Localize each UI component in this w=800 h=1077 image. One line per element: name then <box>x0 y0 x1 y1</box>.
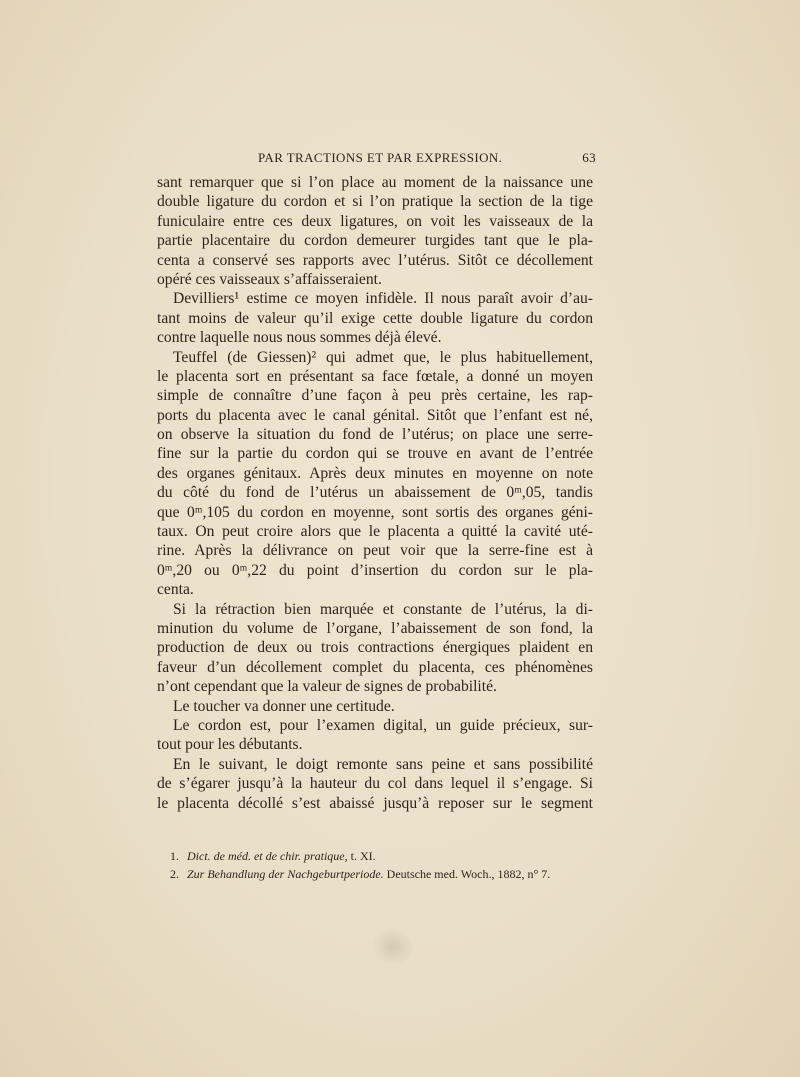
text-line: ports du placenta avec le canal génital. Sitôt que l’enfant est né, <box>157 406 593 424</box>
text-line: fine sur la partie du cordon qui se trouve en avant de l’entrée <box>157 445 593 463</box>
paper-smudge <box>372 928 414 966</box>
text-line: on observe la situation du fond de l’utérus; on place une serre- <box>157 426 593 444</box>
text-line: double ligature du cordon et si l’on pratique la section de la tige <box>157 193 593 211</box>
page-header <box>160 150 596 170</box>
text-line: que 0ᵐ,105 du cordon en moyenne, sont sortis des organes géni- <box>157 503 593 521</box>
footnote-title: Zur Behandlung der Nachgeburtperiode. <box>187 867 384 881</box>
text-line: 0ᵐ,20 ou 0ᵐ,22 du point d’insertion du cordon sur le pla- <box>157 561 593 579</box>
text-line: Devilliers¹ estime ce moyen infidèle. Il nous paraît avoir d’au- <box>173 290 593 308</box>
page-number: 63 <box>582 150 596 165</box>
footnotes <box>170 847 600 883</box>
text-line: n’ont cependant que la valeur de signes de probabilité. <box>157 678 497 696</box>
text-line: tant moins de valeur qu’il exige cette double ligature du cordon <box>157 309 593 327</box>
text-line: production de deux ou trois contractions énergiques plaident en <box>157 639 593 657</box>
text-line: Si la rétraction bien marquée et constante de l’utérus, la di- <box>173 600 593 618</box>
footnote-title: Dict. de méd. et de chir. pratique, <box>187 849 348 863</box>
text-line: des organes génitaux. Après deux minutes en moyenne on note <box>157 464 593 482</box>
text-line: de s’égarer jusqu’à la hauteur du col dans lequel il s’engage. Si <box>157 775 593 793</box>
text-line: opéré ces vaisseaux s’affaisseraient. <box>157 270 382 288</box>
text-line: Le cordon est, pour l’examen digital, un guide précieux, sur- <box>173 716 593 734</box>
text-line: En le suivant, le doigt remonte sans peine et sans possibilité <box>173 755 593 773</box>
footnote <box>170 847 600 865</box>
text-line: le placenta décollé s’est abaissé jusqu’à reposer sur le segment <box>157 794 593 812</box>
text-line: simple de connaître d’une façon à peu près certaine, les rap- <box>157 387 593 405</box>
footnote-reference: t. XI. <box>347 849 376 863</box>
text-line: funiculaire entre ces deux ligatures, on voit les vaisseaux de la <box>157 212 593 230</box>
footnote-reference: Deutsche med. Woch., 1882, n° 7. <box>383 867 551 881</box>
text-line: centa. <box>157 581 194 599</box>
text-line: Teuffel (de Giessen)² qui admet que, le plus habituellement, <box>173 348 593 366</box>
text-line: sant remarquer que si l’on place au moment de la naissance une <box>157 174 593 191</box>
footnote-number: 2. <box>170 867 179 881</box>
body-text <box>157 173 593 813</box>
text-line: tout pour les débutants. <box>157 736 303 754</box>
text-line: contre laquelle nous nous sommes déjà élevé. <box>157 329 442 347</box>
text-line: centa a conservé ses rapports avec l’utérus. Sitôt ce décollement <box>157 251 593 269</box>
text-line: le placenta sort en présentant sa face fœtale, a donné un moyen <box>157 367 593 385</box>
text-line: rine. Après la délivrance on peut voir que la serre-fine est à <box>157 542 593 560</box>
text-line: du côté du fond de l’utérus un abaissement de 0ᵐ,05, tandis <box>157 484 593 502</box>
text-line: partie placentaire du cordon demeurer turgides tant que le pla- <box>157 232 593 250</box>
footnote-number: 1. <box>170 849 179 863</box>
text-line: taux. On peut croire alors que le placenta a quitté la cavité uté- <box>157 523 593 541</box>
footnote <box>170 865 600 883</box>
text-line: faveur d’un décollement complet du placenta, ces phénomènes <box>157 658 593 676</box>
text-line: minution du volume de l’organe, l’abaissement de son fond, la <box>157 619 593 637</box>
text-line: Le toucher va donner une certitude. <box>173 697 395 715</box>
running-title: PAR TRACTIONS ET PAR EXPRESSION. <box>258 150 503 165</box>
